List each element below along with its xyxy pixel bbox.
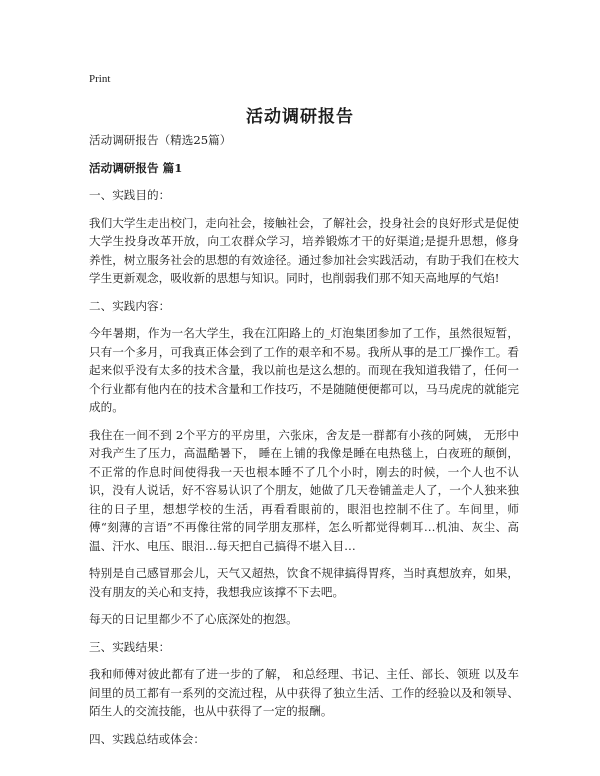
heading-practice-content: 二、实践内容： [89,298,171,313]
paragraph-content-1: 今年暑期，作为一名大学生，我在江阳路上的_灯泡集团参加了工作，虽然很短暂，只有一个多月，可我真正体会到了工作的艰辛和不易。我所从事的是工厂操作工。看起来似乎没有太多的技术含量，我以前也是这么想的。而现在我知道我错了，任何一个行业都有他内在的技术含量和工作技巧，不是随随便便都可以，马马虎虎的就能完成的。 [89,326,519,414]
print-label: Print [89,73,111,85]
document-title: 活动调研报告 [246,107,354,127]
paragraph-practice-goal: 我们大学生走出校门，走向社会，接触社会，了解社会，投身社会的良好形式是促使大学生投身改革开放，向工农群众学习，培养锻炼才干的好渠道;是提升思想，修身养性，树立服务社会的思想的有效途径。通过参加社会实践活动，有助于我们在校大学生更新观念，吸收新的思想与知识。同时，也削弱我们那不知天高地厚的气焰! [89,215,519,285]
paragraph-content-2: 我住在一间不到 2个平方的平房里，六张床，舍友是一群都有小孩的阿姨， 无形中对我产生了压力，高温酷暑下， 睡在上铺的我像是睡在电热毯上，白夜班的颠倒，不正常的作息时间使得我一天也根本睡不了几个小时，刚去的时候，一个人也不认识，没有人说话，好不容易认识了个朋友，她做了几天卷铺盖走人了，一个人独来独往的日子里，想想学校的生活，再看看眼前的，眼泪也控制不住了。车间里，师傅“刻薄的言语”不再像往常的同学朋友那样，怎么听都觉得刺耳…机油、灰尘、高温、汗水、电压、眼泪…每天把自己搞得不堪入目… [89,427,519,553]
document-body [89,131,519,757]
paragraph-content-3: 特别是自己感冒那会儿，天气又超热，饮食不规律搞得胃疼，当时真想放弃，如果，没有朋友的关心和支持，我想我应该撑不下去吧。 [89,566,519,599]
document-subtitle: 活动调研报告（精选25篇） [89,133,232,147]
section-heading: 活动调研报告 篇1 [89,160,183,175]
paragraph-practice-result: 我和师傅对彼此都有了进一步的了解， 和总经理、书记、主任、部长、领班 以及车间里的员工都有一系列的交流过程，从中获得了独立生活、工作的经验以及和领导、陌生人的交流技能，也从中获得了一定的报酬。 [89,667,519,718]
heading-practice-summary: 四、实践总结或体会： [89,731,205,746]
heading-practice-result: 三、实践结果： [89,639,171,654]
paragraph-content-4: 每天的日记里都少不了心底深处的抱怨。 [89,612,298,626]
heading-practice-goal: 一、实践目的： [89,188,171,202]
